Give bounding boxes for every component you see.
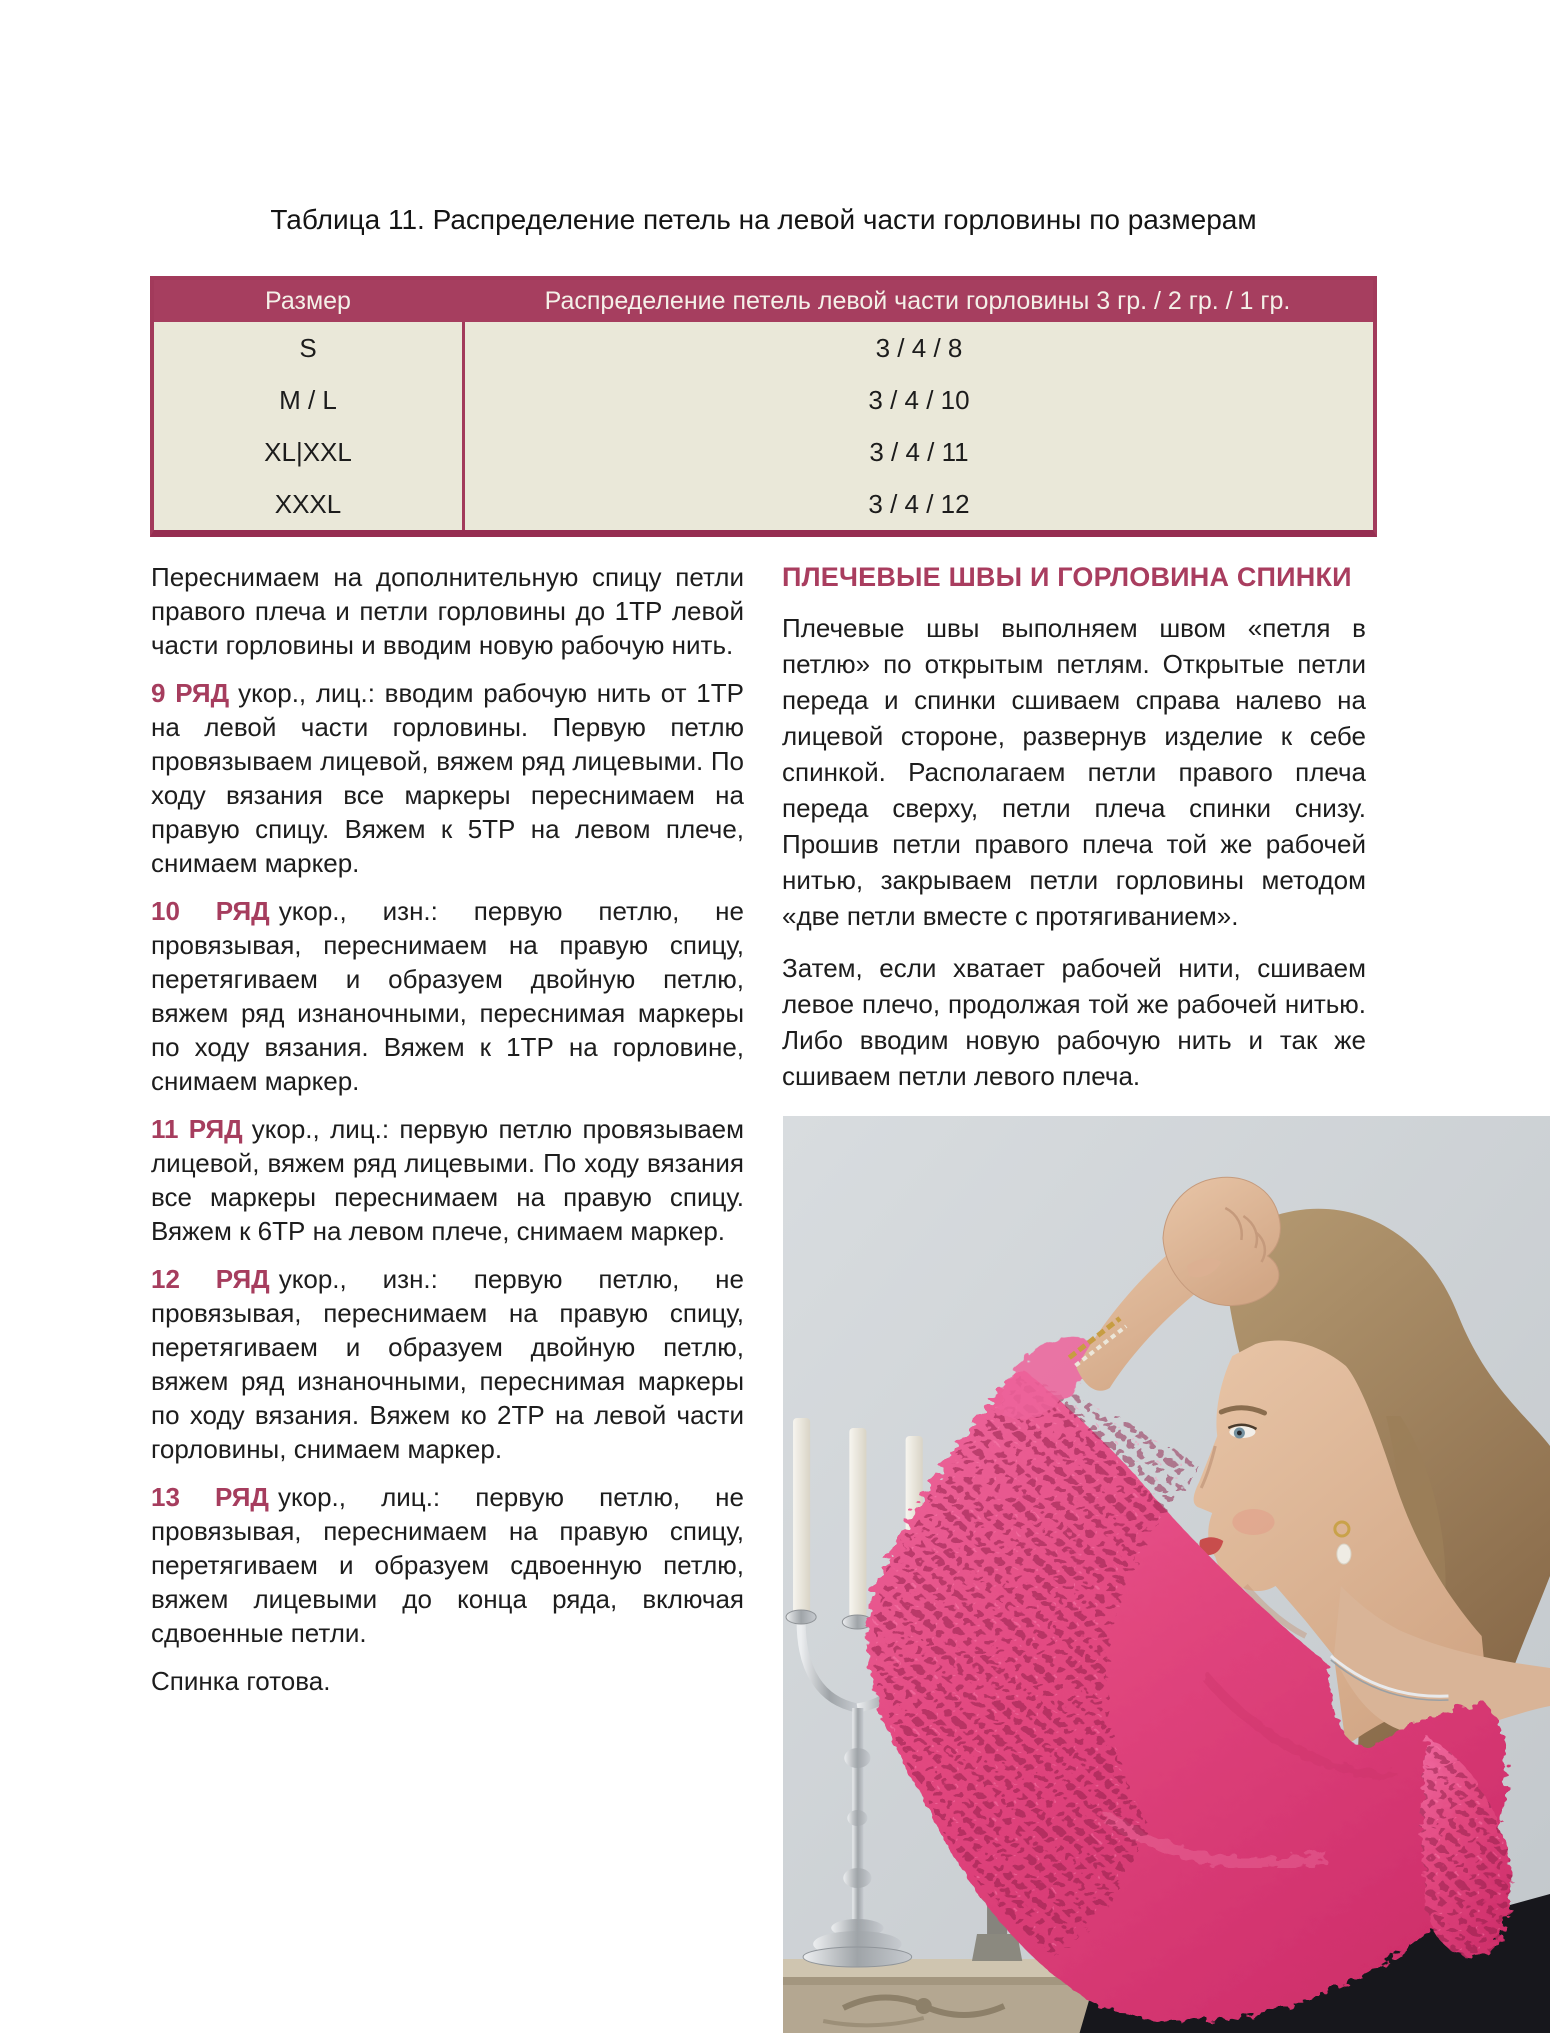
row-12-text: укор., изн.: первую петлю, не провязывая, переснимаем на правую спицу, перетягиваем и образуем двойную петлю, вяжем ряд изнаночными, переснимая маркеры по ходу вязания. Вяжем ко 2ТР на левой части горловины, снимаем маркер.: [151, 1264, 744, 1464]
row-12-label: 12 РЯД: [151, 1264, 270, 1294]
cheek-blush: [1232, 1509, 1274, 1535]
table-header-row: [154, 280, 1373, 322]
row-10-label: 10 РЯД: [151, 896, 270, 926]
row-11-paragraph: [151, 1112, 744, 1248]
row-11-label: 11 РЯД: [151, 1114, 243, 1144]
table-row-size: M / L: [279, 384, 337, 415]
intro-paragraph: Переснимаем на дополнительную спицу петли правого плеча и петли горловины до 1ТР левой части горловины и вводим новую рабочую нить.: [151, 562, 744, 660]
table-caption: Таблица 11. Распределение петель на левой части горловины по размерам: [270, 204, 1257, 235]
section-heading: ПЛЕЧЕВЫЕ ШВЫ И ГОРЛОВИНА СПИНКИ: [782, 562, 1352, 592]
shoulder-seam-paragraph-2: Затем, если хватает рабочей нити, сшиваем левое плечо, продолжая той же рабочей нитью. Либо вводим новую рабочую нить и так же сшиваем петли левого плеча.: [782, 953, 1366, 1091]
table-row-size: XXXL: [274, 488, 342, 519]
table-row-size: XL|XXL: [264, 436, 352, 467]
row-10-text: укор., изн.: первую петлю, не провязывая, переснимаем на правую спицу, перетягиваем и образуем двойную петлю, вяжем ряд изнаночными, переснимая маркеры по ходу вязания. Вяжем к 1ТР на горловине, снимаем маркер.: [151, 896, 744, 1096]
row-13-paragraph: [151, 1480, 744, 1650]
row-13-text: укор., лиц.: первую петлю, не провязывая, переснимаем на правую спицу, перетягиваем и образуем сдвоенную петлю, вяжем лицевыми до конца ряда, включая сдвоенные петли.: [151, 1482, 744, 1648]
row-12-paragraph: [151, 1262, 744, 1466]
table-body: [154, 322, 1373, 530]
photo: [783, 1116, 1550, 2033]
right-text-column: [782, 560, 1366, 1110]
row-9-text: укор., лиц.: вводим рабочую нить от 1ТР на левой части горловины. Первую петлю провязываем лицевой, вяжем ряд лицевыми. По ходу вязания все маркеры переснимаем на правую спицу. Вяжем к 5ТР на левом плече, снимаем маркер.: [151, 678, 744, 878]
table-row-size: S: [299, 332, 317, 363]
table-row-value: 3 / 4 / 11: [869, 436, 969, 467]
size-column-header: Размер: [265, 286, 351, 315]
shoulder-seam-paragraph-1: Плечевые швы выполняем швом «петля в петлю» по открытым петлям. Открытые петли переда и спинки сшиваем справа налево на лицевой стороне, развернув изделие к себе спинкой. Располагаем петли правого плеча переда сверху, петли плеча спинки снизу. Прошив петли правого плеча той же рабочей нитью, закрываем петли горловины методом «две петли вместе с протягиванием».: [782, 613, 1366, 931]
row-10-paragraph: [151, 894, 744, 1098]
table-row-value: 3 / 4 / 10: [868, 384, 970, 415]
photo-illustration: [783, 1116, 1550, 2033]
table-row-value: 3 / 4 / 12: [868, 488, 970, 519]
row-11-text: укор., лиц.: первую петлю провязываем лицевой, вяжем ряд лицевыми. По ходу вязания все маркеры переснимаем на правую спицу. Вяжем к 6ТР на левом плече, снимаем маркер.: [151, 1114, 744, 1246]
size-column: [154, 322, 462, 530]
table-row-value: 3 / 4 / 8: [875, 332, 963, 363]
left-text-column: [151, 560, 744, 1712]
distribution-column-header: Распределение петель левой части горловины 3 гр. / 2 гр. / 1 гр.: [544, 286, 1291, 315]
distribution-column: [462, 322, 1373, 530]
loop-distribution-table: [150, 276, 1377, 537]
row-9-paragraph: [151, 676, 744, 880]
row-9-label: 9 РЯД: [151, 678, 230, 708]
closing-line: Спинка готова.: [151, 1666, 331, 1696]
row-13-label: 13 РЯД: [151, 1482, 269, 1512]
